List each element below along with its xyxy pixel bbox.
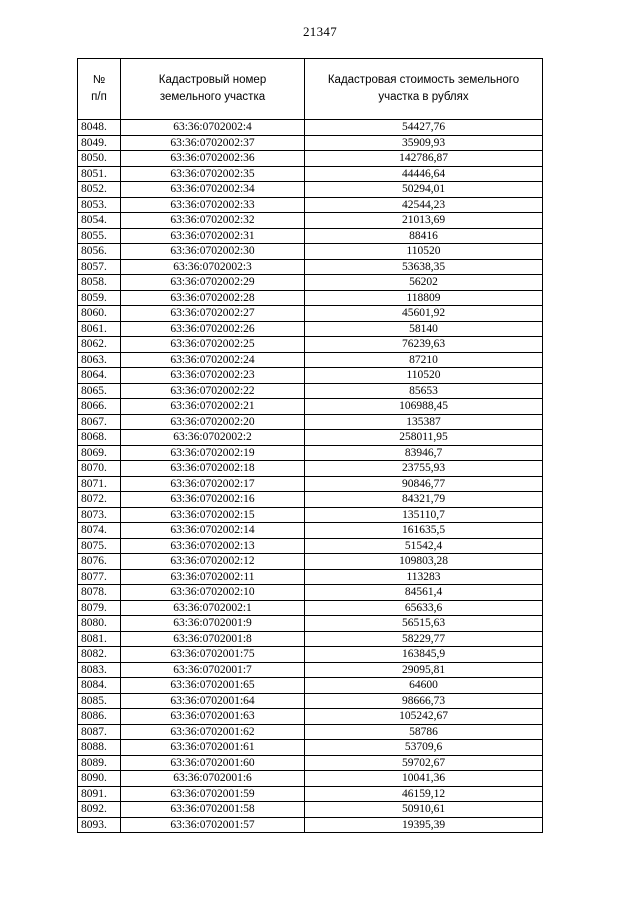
cadastral-number: 63:36:0702002:29: [121, 275, 305, 291]
header-num-line2: п/п: [91, 91, 107, 103]
cadastral-value: 64600: [305, 678, 543, 694]
table-row: [78, 693, 543, 709]
table-row: [78, 461, 543, 477]
cadastral-value: 90846,77: [305, 476, 543, 492]
table-row: [78, 600, 543, 616]
cadastral-number: 63:36:0702002:17: [121, 476, 305, 492]
row-number: 8086.: [78, 709, 121, 725]
row-number: 8064.: [78, 368, 121, 384]
cadastral-number: 63:36:0702002:24: [121, 352, 305, 368]
cadastral-number: 63:36:0702001:61: [121, 740, 305, 756]
row-number: 8075.: [78, 538, 121, 554]
row-number: 8078.: [78, 585, 121, 601]
cadastral-value: 85653: [305, 383, 543, 399]
row-number: 8092.: [78, 802, 121, 818]
row-number: 8072.: [78, 492, 121, 508]
cadastral-value: 58140: [305, 321, 543, 337]
row-number: 8081.: [78, 631, 121, 647]
row-number: 8085.: [78, 693, 121, 709]
header-value-line1: Кадастровая стоимость земельного: [327, 74, 520, 86]
cadastral-number: 63:36:0702002:19: [121, 445, 305, 461]
row-number: 8082.: [78, 647, 121, 663]
table-row: [78, 306, 543, 322]
cadastral-value: 21013,69: [305, 213, 543, 229]
table-row: [78, 290, 543, 306]
row-number: 8057.: [78, 259, 121, 275]
cadastral-number: 63:36:0702002:11: [121, 569, 305, 585]
row-number: 8069.: [78, 445, 121, 461]
cadastral-value: 98666,73: [305, 693, 543, 709]
table-row: [78, 352, 543, 368]
cadastral-value: 110520: [305, 368, 543, 384]
cadastral-value: 84321,79: [305, 492, 543, 508]
table-row: [78, 228, 543, 244]
cadastral-value: 53709,6: [305, 740, 543, 756]
cadastral-number: 63:36:0702002:3: [121, 259, 305, 275]
cadastral-number: 63:36:0702002:20: [121, 414, 305, 430]
cadastral-value: 142786,87: [305, 151, 543, 167]
cadastral-value: 45601,92: [305, 306, 543, 322]
table-row: [78, 476, 543, 492]
row-number: 8062.: [78, 337, 121, 353]
table-row: [78, 647, 543, 663]
cadastral-number: 63:36:0702002:37: [121, 135, 305, 151]
row-number: 8087.: [78, 724, 121, 740]
table-row: [78, 120, 543, 136]
table-row: [78, 724, 543, 740]
cadastral-value: 113283: [305, 569, 543, 585]
cadastral-number: 63:36:0702002:35: [121, 166, 305, 182]
row-number: 8077.: [78, 569, 121, 585]
cadastral-value: 56515,63: [305, 616, 543, 632]
row-number: 8049.: [78, 135, 121, 151]
table-row: [78, 771, 543, 787]
cadastral-number: 63:36:0702002:22: [121, 383, 305, 399]
table-row: [78, 213, 543, 229]
cadastral-value: 258011,95: [305, 430, 543, 446]
cadastral-number: 63:36:0702002:23: [121, 368, 305, 384]
cadastral-value: 109803,28: [305, 554, 543, 570]
cadastral-number: 63:36:0702002:12: [121, 554, 305, 570]
table-row: [78, 244, 543, 260]
table-body: [78, 120, 543, 833]
cadastral-value: 163845,9: [305, 647, 543, 663]
cadastral-number: 63:36:0702002:14: [121, 523, 305, 539]
row-number: 8060.: [78, 306, 121, 322]
row-number: 8053.: [78, 197, 121, 213]
table-row: [78, 616, 543, 632]
table-row: [78, 445, 543, 461]
row-number: 8079.: [78, 600, 121, 616]
row-number: 8061.: [78, 321, 121, 337]
cadastral-value: 87210: [305, 352, 543, 368]
row-number: 8080.: [78, 616, 121, 632]
row-number: 8089.: [78, 755, 121, 771]
cadastral-number: 63:36:0702002:36: [121, 151, 305, 167]
table-row: [78, 259, 543, 275]
row-number: 8076.: [78, 554, 121, 570]
cadastral-value: 58229,77: [305, 631, 543, 647]
cadastral-value-table: [77, 58, 543, 833]
table-row: [78, 135, 543, 151]
table-row: [78, 802, 543, 818]
row-number: 8071.: [78, 476, 121, 492]
cadastral-number: 63:36:0702002:2: [121, 430, 305, 446]
table-row: [78, 554, 543, 570]
cadastral-number: 63:36:0702001:60: [121, 755, 305, 771]
cadastral-value: 135110,7: [305, 507, 543, 523]
cadastral-value: 135387: [305, 414, 543, 430]
cadastral-value: 10041,36: [305, 771, 543, 787]
cadastral-number: 63:36:0702002:1: [121, 600, 305, 616]
cadastral-value: 65633,6: [305, 600, 543, 616]
cadastral-value: 88416: [305, 228, 543, 244]
table-row: [78, 817, 543, 833]
cadastral-number: 63:36:0702001:6: [121, 771, 305, 787]
row-number: 8074.: [78, 523, 121, 539]
cadastral-number: 63:36:0702002:31: [121, 228, 305, 244]
row-number: 8070.: [78, 461, 121, 477]
cadastral-value: 105242,67: [305, 709, 543, 725]
cadastral-number: 63:36:0702001:58: [121, 802, 305, 818]
cadastral-value: 84561,4: [305, 585, 543, 601]
cadastral-value: 106988,45: [305, 399, 543, 415]
table-row: [78, 399, 543, 415]
table-row: [78, 337, 543, 353]
cadastral-number: 63:36:0702001:65: [121, 678, 305, 694]
header-num-line1: №: [92, 74, 106, 86]
row-number: 8055.: [78, 228, 121, 244]
row-number: 8054.: [78, 213, 121, 229]
table-row: [78, 569, 543, 585]
table-header: [78, 59, 543, 120]
cadastral-number: 63:36:0702002:10: [121, 585, 305, 601]
cadastral-value: 76239,63: [305, 337, 543, 353]
row-number: 8058.: [78, 275, 121, 291]
row-number: 8063.: [78, 352, 121, 368]
cadastral-value: 50294,01: [305, 182, 543, 198]
row-number: 8073.: [78, 507, 121, 523]
cadastral-number: 63:36:0702002:26: [121, 321, 305, 337]
cadastral-number: 63:36:0702002:33: [121, 197, 305, 213]
row-number: 8056.: [78, 244, 121, 260]
header-cadastral-line2: земельного участка: [159, 91, 266, 103]
header-cadastral-value: [305, 59, 543, 120]
table-row: [78, 151, 543, 167]
row-number: 8065.: [78, 383, 121, 399]
row-number: 8050.: [78, 151, 121, 167]
header-num: [78, 59, 121, 120]
cadastral-number: 63:36:0702002:28: [121, 290, 305, 306]
row-number: 8088.: [78, 740, 121, 756]
row-number: 8093.: [78, 817, 121, 833]
cadastral-value: 44446,64: [305, 166, 543, 182]
table-row: [78, 321, 543, 337]
table-row: [78, 662, 543, 678]
cadastral-number: 63:36:0702002:32: [121, 213, 305, 229]
cadastral-number: 63:36:0702002:16: [121, 492, 305, 508]
cadastral-value: 56202: [305, 275, 543, 291]
cadastral-number: 63:36:0702001:75: [121, 647, 305, 663]
row-number: 8084.: [78, 678, 121, 694]
table-row: [78, 678, 543, 694]
header-value-line2: участка в рублях: [378, 91, 469, 103]
row-number: 8052.: [78, 182, 121, 198]
cadastral-number: 63:36:0702002:27: [121, 306, 305, 322]
cadastral-number: 63:36:0702001:9: [121, 616, 305, 632]
cadastral-value: 42544,23: [305, 197, 543, 213]
cadastral-number: 63:36:0702001:63: [121, 709, 305, 725]
row-number: 8083.: [78, 662, 121, 678]
cadastral-value: 58786: [305, 724, 543, 740]
table-row: [78, 197, 543, 213]
cadastral-number: 63:36:0702001:64: [121, 693, 305, 709]
table-row: [78, 709, 543, 725]
cadastral-number: 63:36:0702002:34: [121, 182, 305, 198]
row-number: 8048.: [78, 120, 121, 136]
cadastral-number: 63:36:0702001:59: [121, 786, 305, 802]
cadastral-value: 59702,67: [305, 755, 543, 771]
table-row: [78, 368, 543, 384]
cadastral-value: 46159,12: [305, 786, 543, 802]
cadastral-number: 63:36:0702002:4: [121, 120, 305, 136]
header-cadastral-number: [121, 59, 305, 120]
cadastral-number: 63:36:0702002:18: [121, 461, 305, 477]
row-number: 8090.: [78, 771, 121, 787]
cadastral-number: 63:36:0702002:30: [121, 244, 305, 260]
table-row: [78, 383, 543, 399]
cadastral-number: 63:36:0702001:57: [121, 817, 305, 833]
table-row: [78, 414, 543, 430]
cadastral-value: 54427,76: [305, 120, 543, 136]
cadastral-number: 63:36:0702001:7: [121, 662, 305, 678]
cadastral-value: 161635,5: [305, 523, 543, 539]
cadastral-value: 51542,4: [305, 538, 543, 554]
table-row: [78, 182, 543, 198]
cadastral-value: 83946,7: [305, 445, 543, 461]
table-row: [78, 492, 543, 508]
row-number: 8051.: [78, 166, 121, 182]
cadastral-value: 50910,61: [305, 802, 543, 818]
table-row: [78, 430, 543, 446]
cadastral-number: 63:36:0702001:62: [121, 724, 305, 740]
table-row: [78, 786, 543, 802]
table-row: [78, 755, 543, 771]
cadastral-value: 19395,39: [305, 817, 543, 833]
table-row: [78, 585, 543, 601]
cadastral-value: 35909,93: [305, 135, 543, 151]
row-number: 8067.: [78, 414, 121, 430]
cadastral-value: 29095,81: [305, 662, 543, 678]
cadastral-value: 110520: [305, 244, 543, 260]
row-number: 8059.: [78, 290, 121, 306]
cadastral-value: 118809: [305, 290, 543, 306]
table-row: [78, 538, 543, 554]
cadastral-number: 63:36:0702001:8: [121, 631, 305, 647]
table-row: [78, 631, 543, 647]
header-cadastral-line1: Кадастровый номер: [158, 74, 267, 86]
row-number: 8066.: [78, 399, 121, 415]
page-number: 21347: [303, 24, 337, 39]
cadastral-value: 23755,93: [305, 461, 543, 477]
table-row: [78, 507, 543, 523]
cadastral-number: 63:36:0702002:15: [121, 507, 305, 523]
row-number: 8068.: [78, 430, 121, 446]
cadastral-number: 63:36:0702002:13: [121, 538, 305, 554]
cadastral-number: 63:36:0702002:21: [121, 399, 305, 415]
table-row: [78, 275, 543, 291]
cadastral-value: 53638,35: [305, 259, 543, 275]
cadastral-number: 63:36:0702002:25: [121, 337, 305, 353]
table-row: [78, 740, 543, 756]
table-row: [78, 166, 543, 182]
row-number: 8091.: [78, 786, 121, 802]
table-row: [78, 523, 543, 539]
